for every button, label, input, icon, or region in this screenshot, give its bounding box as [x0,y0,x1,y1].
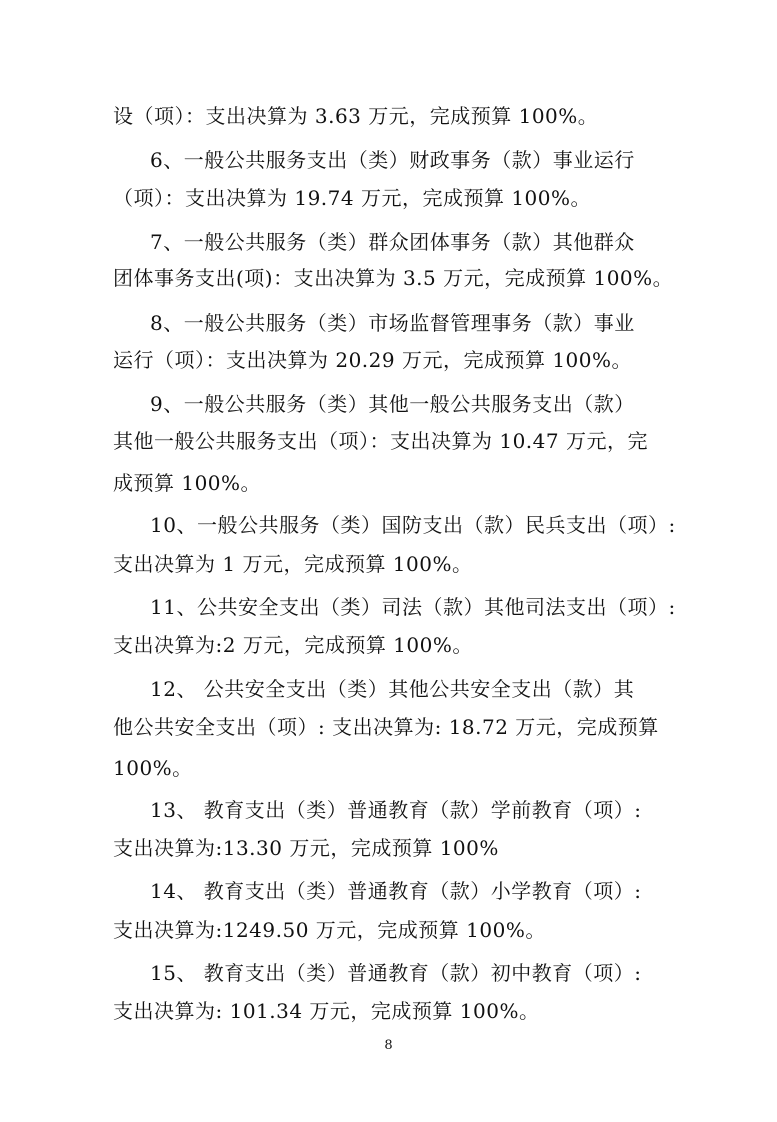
text-line: 支出决算为: 101.34 万元，完成预算 100%。 [113,999,540,1023]
page-number: 8 [384,1038,393,1053]
text-line: 设（项）：支出决算为 3.63 万元，完成预算 100%。 [113,104,599,128]
text-line: 支出决算为:1249.50 万元，完成预算 100%。 [113,918,546,942]
text-line: 7、一般公共服务（类）群众团体事务（款）其他群众 [150,230,635,254]
text-line: 15、 教育支出（类）普通教育（款）初中教育（项）: [150,961,642,985]
text-line: 11、公共安全支出（类）司法（款）其他司法支出（项）: [150,595,676,619]
text-line: 100%。 [113,756,193,780]
text-line: 9、一般公共服务（类）其他一般公共服务支出（款） [150,392,635,416]
text-line: 13、 教育支出（类）普通教育（款）学前教育（项）: [150,798,642,822]
text-line: 支出决算为 1 万元，完成预算 100%。 [113,552,473,576]
text-line: 团体事务支出(项)：支出决算为 3.5 万元，完成预算 100%。 [113,266,674,290]
text-line: 运行（项）：支出决算为 20.29 万元，完成预算 100%。 [113,348,633,372]
text-line: 成预算 100%。 [113,471,262,495]
text-line: 6、一般公共服务支出（类）财政事务（款）事业运行 [150,148,635,172]
text-line: 其他一般公共服务支出（项）：支出决算为 10.47 万元，完 [113,429,648,453]
text-line: 12、 公共安全支出（类）其他公共安全支出（款）其 [150,677,635,701]
text-line: 他公共安全支出（项）: 支出决算为: 18.72 万元，完成预算 [113,715,659,739]
text-line: 14、 教育支出（类）普通教育（款）小学教育（项）: [150,879,642,903]
text-line: 8、一般公共服务（类）市场监督管理事务（款）事业 [150,311,635,335]
text-line: 支出决算为:2 万元，完成预算 100%。 [113,633,473,657]
text-line: （项）：支出决算为 19.74 万元，完成预算 100%。 [113,186,592,210]
text-line: 10、一般公共服务（类）国防支出（款）民兵支出（项）: [150,513,676,537]
text-line: 支出决算为:13.30 万元，完成预算 100% [113,836,499,860]
